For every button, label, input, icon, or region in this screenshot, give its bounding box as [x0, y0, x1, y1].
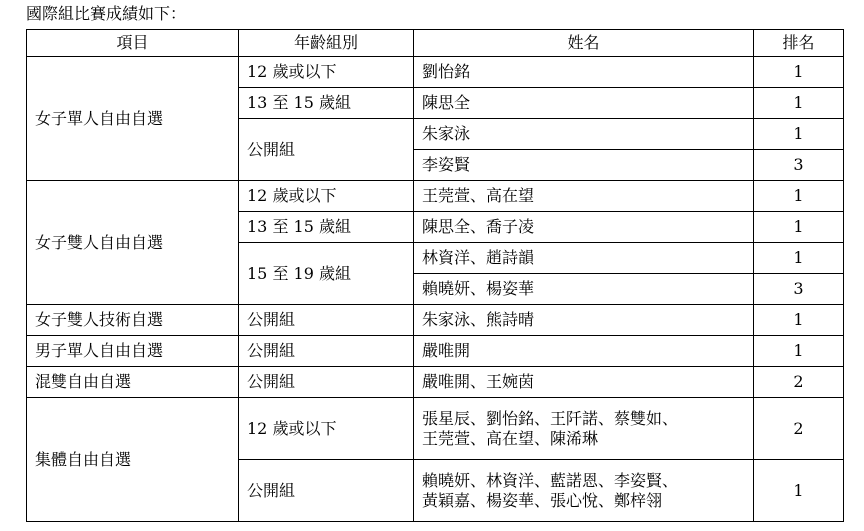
- age-group-cell: 13 至 15 歲組: [239, 88, 414, 119]
- name-cell: [414, 398, 754, 460]
- name-cell: 陳思全、喬子凌: [414, 212, 754, 243]
- name-cell: 林資洋、趙詩韻: [414, 243, 754, 274]
- table-row: [27, 57, 844, 88]
- name-line: 張星辰、劉怡銘、王阡諾、蔡雙如、: [422, 408, 679, 428]
- age-group-cell: 公開組: [239, 305, 414, 336]
- age-group-cell: 12 歲或以下: [239, 181, 414, 212]
- age-group-cell: 12 歲或以下: [239, 398, 414, 460]
- results-table: [26, 29, 844, 522]
- event-cell: 女子雙人技術自選: [27, 305, 239, 336]
- age-group-cell: 公開組: [239, 460, 414, 522]
- name-cell: 王莞萱、高在望: [414, 181, 754, 212]
- name-cell: 李姿賢: [414, 150, 754, 181]
- age-group-cell: 公開組: [239, 119, 414, 181]
- name-cell: [414, 460, 754, 522]
- page-title: 國際組比賽成績如下：: [26, 4, 187, 23]
- name-cell: 賴曉妍、楊姿華: [414, 274, 754, 305]
- rank-cell: 1: [754, 181, 844, 212]
- age-group-cell: 15 至 19 歲組: [239, 243, 414, 305]
- name-cell: 朱家泳: [414, 119, 754, 150]
- rank-cell: 1: [754, 336, 844, 367]
- event-cell: 女子單人自由自選: [27, 57, 239, 181]
- event-cell: 集體自由自選: [27, 398, 239, 522]
- name-line: 賴曉妍、林資洋、藍諾恩、李姿賢、: [422, 470, 679, 490]
- name-cell: 劉怡銘: [414, 57, 754, 88]
- header-event: 項目: [27, 30, 239, 57]
- name-line: 黃穎嘉、楊姿華、張心悅、鄭梓翎: [422, 490, 663, 510]
- table-row: [27, 398, 844, 460]
- table-row: [27, 181, 844, 212]
- rank-cell: 1: [754, 88, 844, 119]
- table-header-row: [27, 30, 844, 57]
- age-group-cell: 公開組: [239, 367, 414, 398]
- rank-cell: 3: [754, 274, 844, 305]
- event-cell: 男子單人自由自選: [27, 336, 239, 367]
- age-group-cell: 12 歲或以下: [239, 57, 414, 88]
- rank-cell: 1: [754, 119, 844, 150]
- name-cell: 嚴唯開: [414, 336, 754, 367]
- name-cell: 朱家泳、熊詩晴: [414, 305, 754, 336]
- age-group-cell: 公開組: [239, 336, 414, 367]
- table-row: [27, 305, 844, 336]
- rank-cell: 1: [754, 305, 844, 336]
- name-line: 王莞萱、高在望、陳浠琳: [422, 428, 599, 448]
- event-cell: 女子雙人自由自選: [27, 181, 239, 305]
- name-cell: 嚴唯開、王婉茵: [414, 367, 754, 398]
- rank-cell: 1: [754, 243, 844, 274]
- event-cell: 混雙自由自選: [27, 367, 239, 398]
- header-rank: 排名: [754, 30, 844, 57]
- header-age-group: 年齡組別: [239, 30, 414, 57]
- rank-cell: 2: [754, 398, 844, 460]
- name-cell: 陳思全: [414, 88, 754, 119]
- age-group-cell: 13 至 15 歲組: [239, 212, 414, 243]
- rank-cell: 1: [754, 460, 844, 522]
- table-row: [27, 336, 844, 367]
- rank-cell: 1: [754, 57, 844, 88]
- rank-cell: 3: [754, 150, 844, 181]
- table-row: [27, 367, 844, 398]
- header-name: 姓名: [414, 30, 754, 57]
- rank-cell: 1: [754, 212, 844, 243]
- rank-cell: 2: [754, 367, 844, 398]
